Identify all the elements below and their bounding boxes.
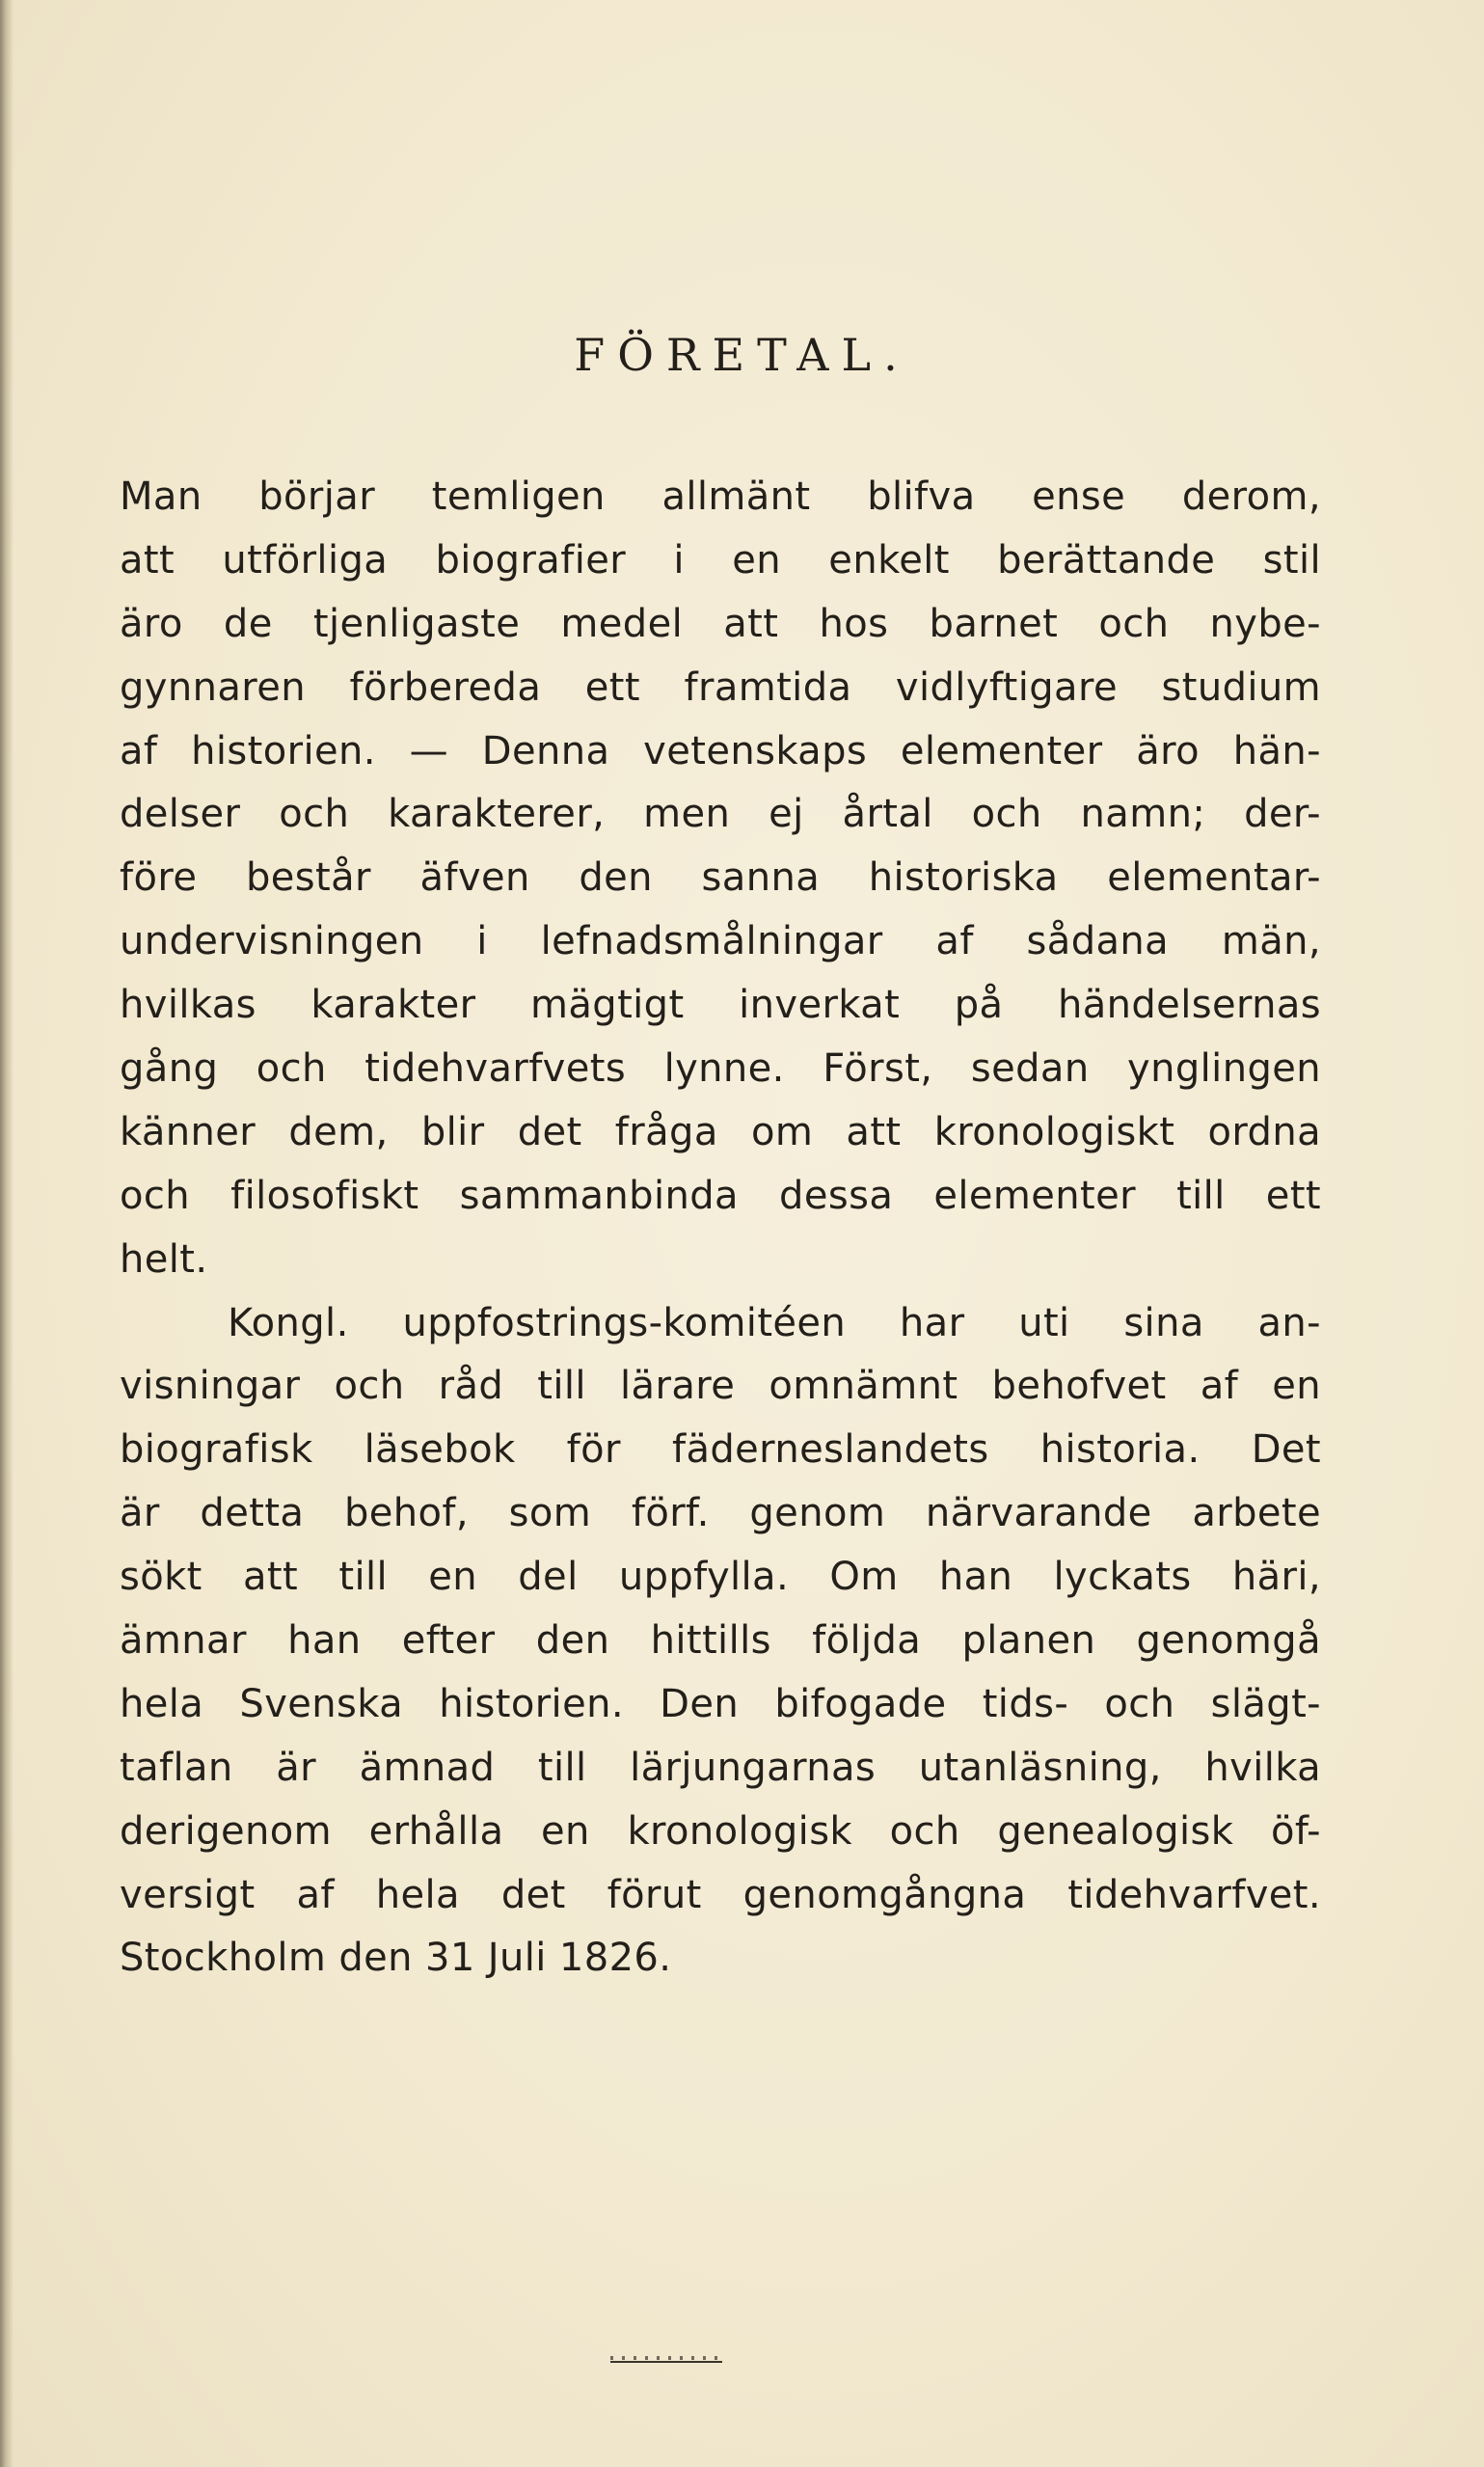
text-line: känner dem, blir det fråga om att kronologiskt ordna: [120, 1109, 1321, 1154]
text-line: gynnaren förbereda ett framtida vidlyftigare studium: [120, 664, 1321, 710]
separator-ornament: [610, 2356, 722, 2360]
text-line: före består äfven den sanna historiska elementar-: [120, 855, 1321, 901]
text-line: visningar och råd till lärare omnämnt behofvet af en: [120, 1364, 1321, 1409]
text-line: sökt att till en del uppfylla. Om han lyckats häri,: [120, 1555, 1321, 1600]
page-heading: FÖRETAL.: [574, 329, 910, 381]
text-line: Kongl. uppfostrings-komitéen har uti sina an-: [228, 1300, 1321, 1345]
separator-rule: [610, 2361, 722, 2363]
text-line: hela Svenska historien. Den bifogade tids- och slägt-: [120, 1681, 1321, 1726]
text-line: delser och karakterer, men ej årtal och namn; der-: [120, 792, 1321, 837]
signature-line: Stockholm den 31 Juli 1826.: [120, 1936, 672, 1981]
text-line: att utförliga biografier i en enkelt berättande stil: [120, 537, 1321, 583]
text-line: taflan är ämnad till lärjungarnas utanläsning, hvilka: [120, 1745, 1321, 1790]
text-line: biografisk läsebok för fäderneslandets historia. Det: [120, 1427, 1321, 1473]
text-line: Man börjar temligen allmänt blifva ense derom,: [120, 474, 1321, 519]
text-line: och filosofiskt sammanbinda dessa elementer till ett: [120, 1173, 1321, 1218]
text-line: helt.: [120, 1236, 208, 1282]
text-line: versigt af hela det förut genomgångna tidehvarfvet.: [120, 1872, 1321, 1917]
text-line: äro de tjenligaste medel att hos barnet och nybe-: [120, 601, 1321, 646]
preface-body: [120, 465, 1321, 1990]
text-line: ämnar han efter den hittills följda planen genomgå: [120, 1618, 1321, 1664]
text-line: derigenom erhålla en kronologisk och genealogisk öf-: [120, 1808, 1321, 1854]
text-line: är detta behof, som förf. genom närvarande arbete: [120, 1491, 1321, 1536]
text-line: af historien. — Denna vetenskaps elementer äro hän-: [120, 728, 1321, 773]
text-line: gång och tidehvarfvets lynne. Först, sedan ynglingen: [120, 1046, 1321, 1092]
text-line: undervisningen i lefnadsmålningar af sådana män,: [120, 919, 1321, 964]
text-line: hvilkas karakter mägtigt inverkat på händelsernas: [120, 983, 1321, 1028]
